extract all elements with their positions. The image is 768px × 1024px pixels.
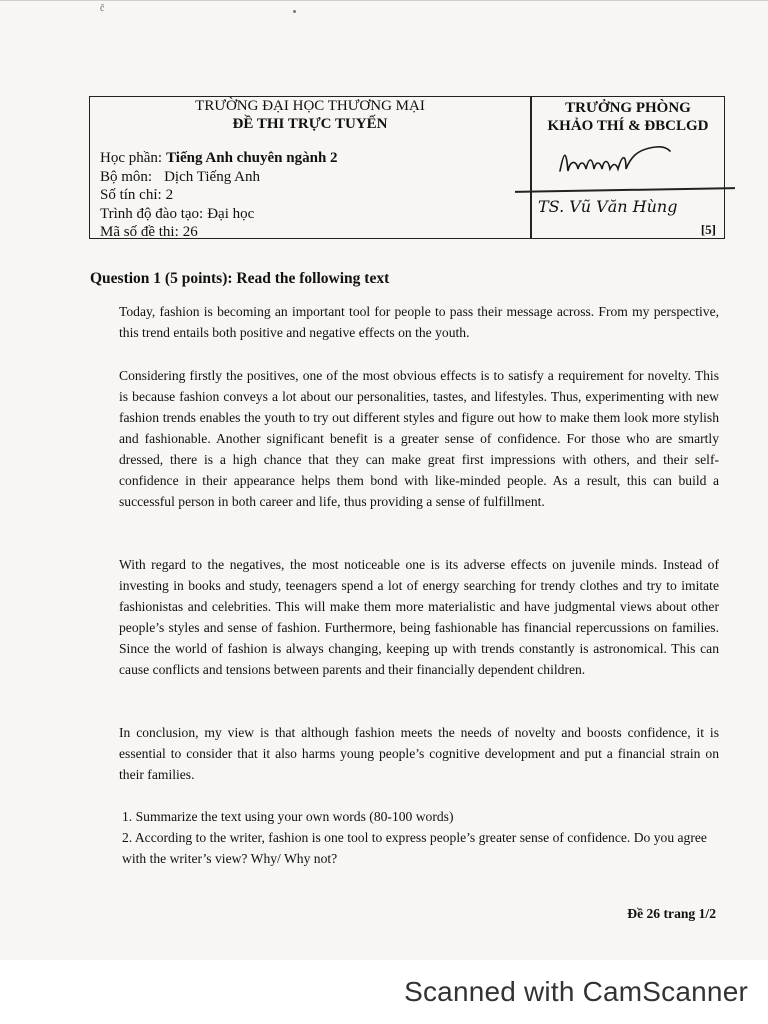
- level-label: Trình độ đào tạo:: [100, 205, 204, 222]
- scan-top-edge: [0, 0, 768, 14]
- task-list: [122, 806, 722, 869]
- exam-header-box: [89, 96, 725, 239]
- level-line: [100, 205, 520, 224]
- question-title: Question 1 (5 points): Read the following text: [90, 270, 390, 287]
- header-signature-line: [515, 187, 735, 192]
- level-value: Đại học: [207, 205, 255, 222]
- exam-code-label: Mã số đề thi:: [100, 224, 179, 240]
- course-value: Tiếng Anh chuyên ngành 2: [166, 150, 338, 166]
- credits-line: [100, 186, 520, 205]
- scan-dot: [293, 10, 296, 13]
- department-value: Dịch Tiếng Anh: [164, 168, 260, 185]
- office-title-line1: TRƯỞNG PHÒNG: [565, 100, 691, 116]
- exam-code-line: [100, 223, 520, 242]
- camscanner-watermark: Scanned with CamScanner: [404, 976, 748, 1007]
- department-label: Bộ môn:: [100, 168, 153, 185]
- office-title: [531, 99, 725, 135]
- exam-code-value: 26: [182, 224, 198, 240]
- credits-value: 2: [165, 187, 174, 203]
- office-title-line2: KHẢO THÍ & ĐBCLGD: [547, 118, 709, 134]
- scan-mark: č: [100, 3, 105, 14]
- handwritten-signature: [556, 141, 676, 181]
- task-item: 2. According to the writer, fashion is one tool to express people’s greater sense of confidence. Do you agree with the writer’s view? Why/ Why not?: [122, 830, 707, 866]
- exam-type: ĐỀ THI TRỰC TUYẾN: [232, 116, 388, 132]
- course-line: [100, 149, 520, 168]
- paragraph-intro: Today, fashion is becoming an important tool for people to pass their message across. From my perspective, this trend entails both positive and negative effects on the youth.: [119, 304, 719, 340]
- school-name: TRƯỜNG ĐẠI HỌC THƯƠNG MẠI: [195, 98, 425, 114]
- course-label: Học phần:: [100, 150, 163, 166]
- paragraph-positives: Considering firstly the positives, one of the most obvious effects is to satisfy a requirement for novelty. This is because fashion conveys a lot about our personalities, tastes, and lifestyles. Thus, experimenting with new fashion trends enables the youth to try out different styles and figure out how to make them look more stylish and fashionable. Another significant benefit is a greater sense of confidence. For those who are smartly dressed, there is a high chance that they can make great first impressions with others, and their self-confidence in their appearance helps them bond with like-minded people. As a result, this can build a successful person in both career and life, thus providing a sense of fulfillment.: [119, 368, 719, 509]
- code-tag: [5]: [700, 222, 716, 237]
- department-line: [100, 168, 520, 187]
- signer-name: TS. Vũ Văn Hùng: [538, 197, 678, 216]
- credits-label: Số tín chỉ:: [100, 187, 162, 203]
- task-item: 1. Summarize the text using your own words (80-100 words): [122, 809, 454, 824]
- page-number: Đề 26 trang 1/2: [627, 906, 716, 921]
- paragraph-conclusion: In conclusion, my view is that although fashion meets the needs of novelty and boosts confidence, it is essential to consider that it also harms young people’s cognitive development and put a financial strain on their families.: [119, 725, 719, 782]
- exam-info: [100, 149, 520, 242]
- paragraph-negatives: With regard to the negatives, the most noticeable one is its adverse effects on juvenile minds. Instead of investing in books and study, teenagers spend a lot of energy searching for trendy clothes and try to imitate fashionistas and celebrities. This will make them more materialistic and have judgmental views about other people’s styles and sense of fashion. Furthermore, being fashionable has financial repercussions on families. Since the world of fashion is always changing, keeping up with trends constantly is astronomical. This can cause conflicts and tensions between parents and their financially dependent children.: [119, 557, 719, 677]
